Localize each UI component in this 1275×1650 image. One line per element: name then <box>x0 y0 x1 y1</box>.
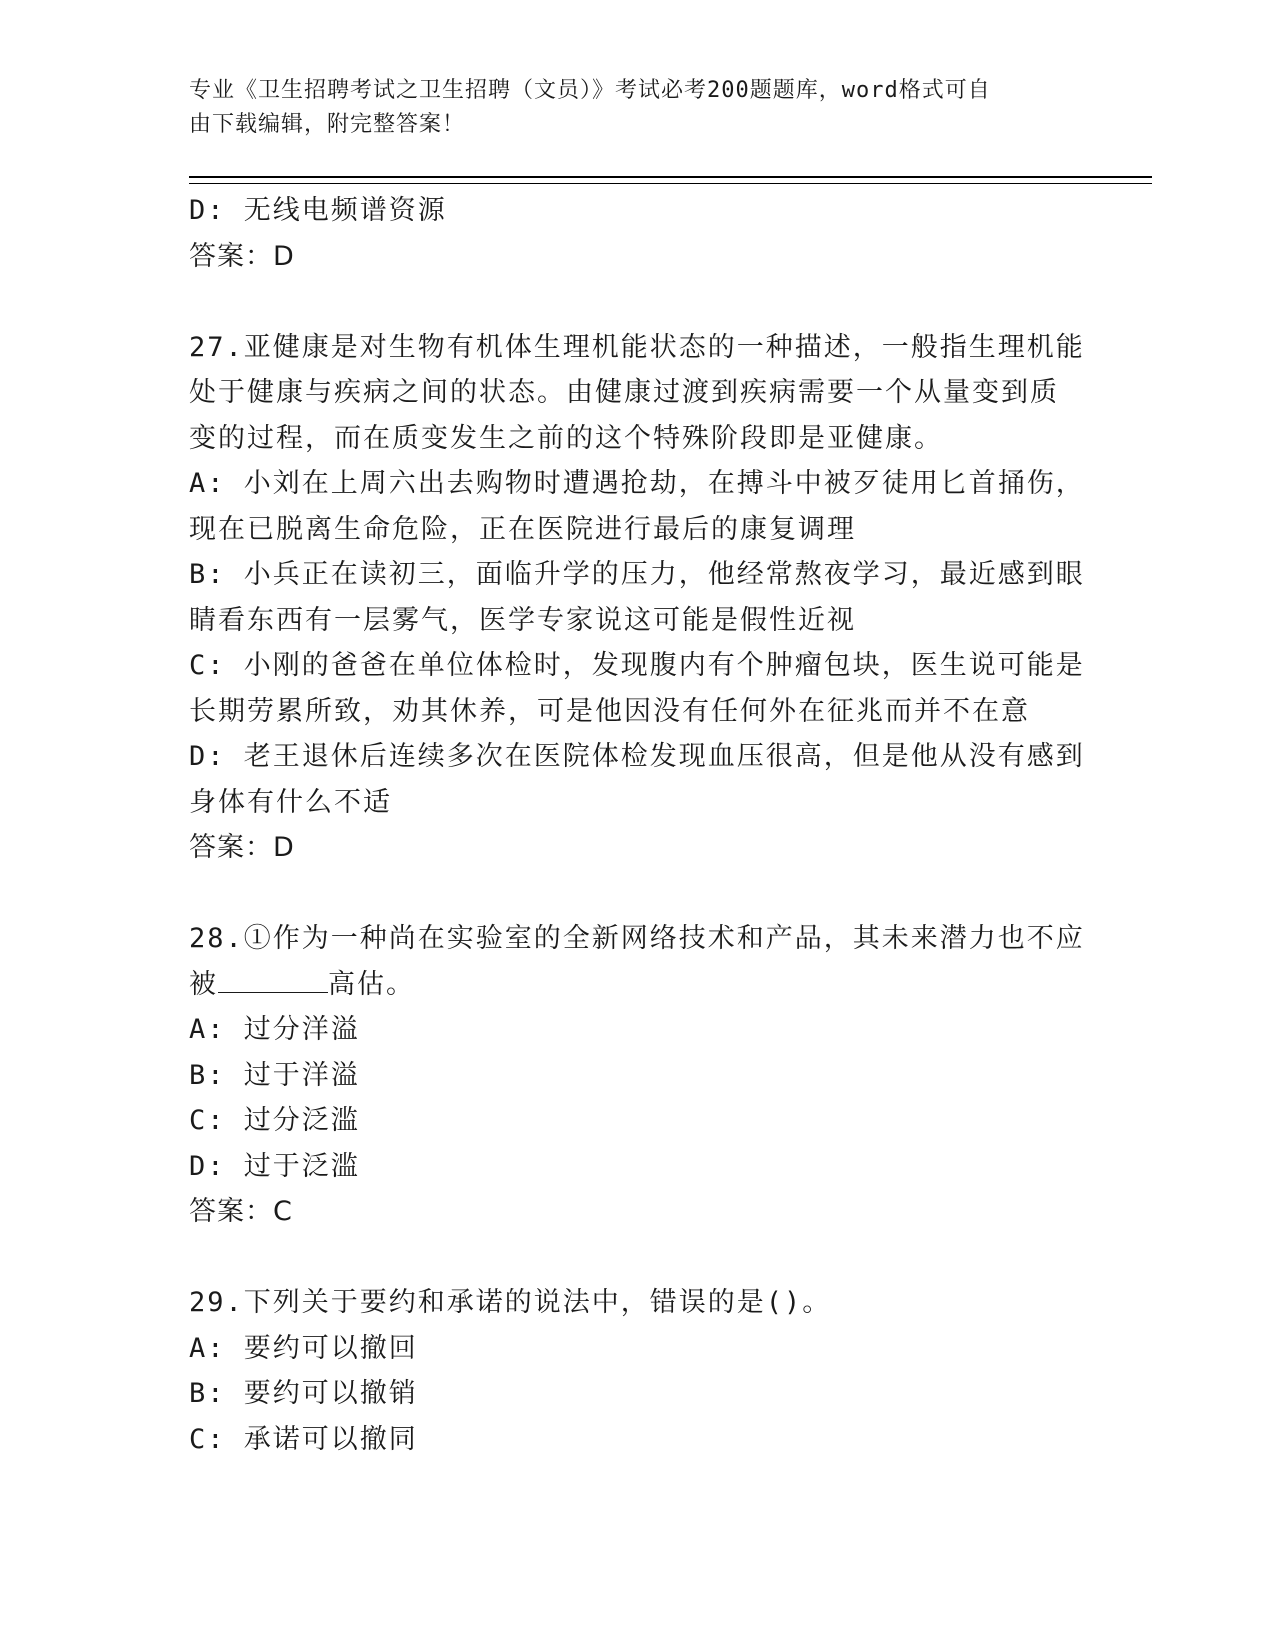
q27-option-c: C: 小刚的爸爸在单位体检时，发现腹内有个肿瘤包块，医生说可能是 <box>189 650 1085 681</box>
q28-answer: 答案：C <box>189 1196 293 1227</box>
document-header <box>189 74 1089 142</box>
q27-option-c-cont: 长期劳累所致，劝其休养，可是他因没有任何外在征兆而并不在意 <box>189 695 1030 727</box>
q28-stem-line: 28.①作为一种尚在实验室的全新网络技术和产品，其未来潜力也不应 <box>189 923 1085 954</box>
q27-answer: 答案：D <box>189 832 295 863</box>
q28-stem-line-2 <box>189 962 1089 1008</box>
q27-option-d: D: 老王退休后连续多次在医院体检发现血压很高，但是他从没有感到 <box>189 741 1085 772</box>
question-28 <box>189 916 1089 1235</box>
spacer <box>189 1235 1089 1281</box>
header-title-line-1: 专业《卫生招聘考试之卫生招聘（文员）》考试必考200题题库，word格式可自 <box>189 78 991 103</box>
q27-option-a: A: 小刘在上周六出去购物时遭遇抢劫，在搏斗中被歹徒用匕首捅伤， <box>189 468 1085 499</box>
question-29 <box>189 1280 1089 1462</box>
q26-option-d: D: 无线电频谱资源 <box>189 195 447 226</box>
q29-option-b: B: 要约可以撤销 <box>189 1378 418 1409</box>
q28-option-d: D: 过于泛滥 <box>189 1150 360 1182</box>
q29-option-a: A: 要约可以撤回 <box>189 1332 418 1364</box>
header-divider-thin <box>189 183 1152 184</box>
q28-stem-pre: 被 <box>189 968 218 1000</box>
q27-option-b-cont: 睛看东西有一层雾气，医学专家说这可能是假性近视 <box>189 604 856 636</box>
q28-option-a: A: 过分洋溢 <box>189 1014 360 1045</box>
q27-option-d-cont: 身体有什么不适 <box>189 786 392 818</box>
q27-stem-line: 变的过程，而在质变发生之前的这个特殊阶段即是亚健康。 <box>189 422 943 454</box>
question-27 <box>189 325 1089 871</box>
header-divider-thick <box>189 176 1152 178</box>
q29-option-c: C: 承诺可以撤同 <box>189 1423 418 1455</box>
q28-option-b: B: 过于洋溢 <box>189 1059 360 1091</box>
spacer <box>189 871 1089 917</box>
question-26 <box>189 188 1089 279</box>
fill-in-blank <box>218 962 328 993</box>
spacer <box>189 279 1089 325</box>
q26-answer: 答案：D <box>189 240 295 272</box>
q28-option-c: C: 过分泛滥 <box>189 1105 360 1136</box>
header-title-line-2: 由下载编辑，附完整答案！ <box>189 112 466 137</box>
q27-option-a-cont: 现在已脱离生命危险，正在医院进行最后的康复调理 <box>189 513 856 545</box>
q27-stem-line: 处于健康与疾病之间的状态。由健康过渡到疾病需要一个从量变到质 <box>189 377 1059 408</box>
q27-stem-line: 27.亚健康是对生物有机体生理机能状态的一种描述，一般指生理机能 <box>189 331 1085 363</box>
document-body <box>189 188 1089 1462</box>
q29-stem: 29.下列关于要约和承诺的说法中，错误的是()。 <box>189 1287 832 1318</box>
q27-option-b: B: 小兵正在读初三，面临升学的压力，他经常熬夜学习，最近感到眼 <box>189 559 1085 590</box>
q28-stem-post: 高估。 <box>328 968 415 1000</box>
